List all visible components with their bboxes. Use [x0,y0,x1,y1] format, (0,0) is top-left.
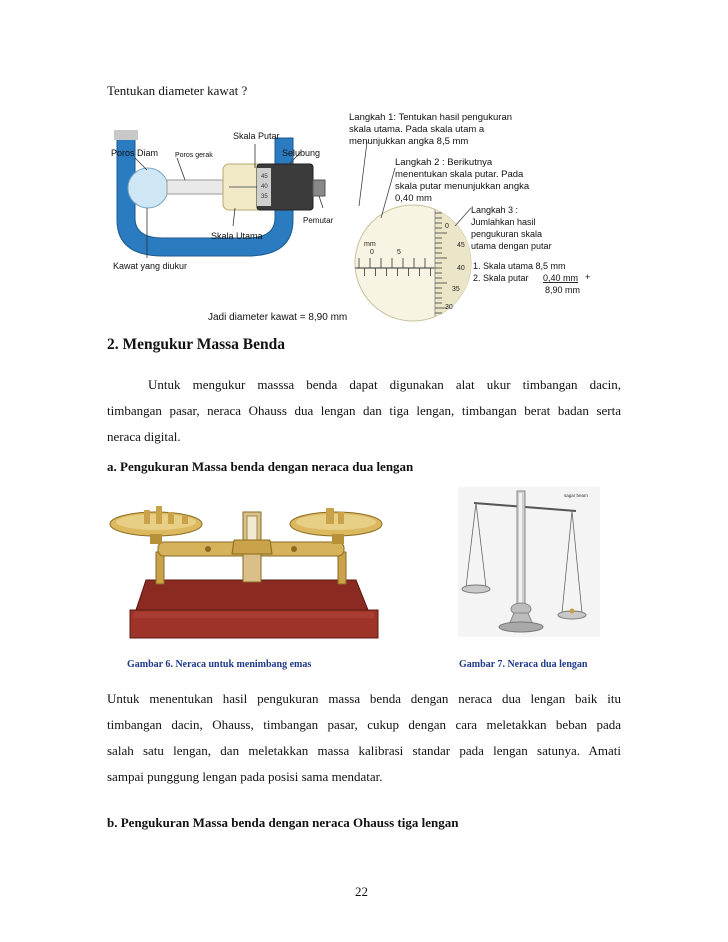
label-poros-gerak: Poros gerak [175,152,213,159]
caption-text: . Neraca untuk menimbang emas [170,659,312,670]
micrometer-figure [105,108,625,330]
paragraph-line: sampai punggung lengan pada posisi sama mendatar. [107,769,383,784]
langkah3-text: Langkah 3 : Jumlahkan hasil pengukuran skala utama dengan putar [471,205,552,251]
langkah1-text: Langkah 1: Tentukan hasil pengukuran skala utama. Pada skala utam a menunjukkan angka 8,5 mm [349,112,513,147]
thimble-mark: 35 [261,194,268,200]
anvil-top [114,130,138,140]
label-selubung: Selubung [282,148,321,158]
figure-7-balance [458,487,600,637]
label-skala-utama: Skala Utama [211,231,263,241]
vernier-30: 30 [445,304,453,311]
langkah2-text: Langkah 2 : Berikutnya menentukan skala putar. Pada skala putar menunjukkan angka 0,40 mm [395,157,530,204]
figure-6-caption [127,659,311,670]
caption-prefix: Gambar 6 [127,659,171,670]
subsection-a-paragraph [107,686,621,790]
scale-zero: 0 [370,249,374,256]
paragraph-line: timbangan pasar, neraca Ohauss dua lengan dan tiga lengan, timbangan berat badan serta [107,403,621,418]
thimble-mark: 45 [261,174,268,180]
page-number: 22 [355,884,368,899]
paragraph-line: Untuk mengukur masssa benda dapat digunakan alat ukur timbangan dacin, [148,377,621,392]
paragraph-line: Untuk menentukan hasil pengukuran massa benda dengan neraca dua lengan baik itu [107,691,621,706]
vernier-45: 45 [457,242,465,249]
label-poros-diam: Poros Diam [111,148,159,158]
paragraph-line: timbangan dacin, Ohauss, timbangan pasar, cukup dengan cara meletakkan beban pada [107,717,621,732]
label-pemutar: Pemutar [303,216,334,225]
caption-prefix: Gambar 7 [459,659,503,670]
sum-line1: 1. Skala utama 8,5 mm [473,261,566,271]
sum-line2-label: 2. Skala putar [473,273,529,283]
section-heading: 2. Mengukur Massa Benda [107,336,285,353]
scale-five: 5 [397,249,401,256]
paragraph-line: salah satu lengan, dan meletakkan massa kalibrasi standar pada lengan satunya. Amati [107,743,621,758]
ratchet [313,180,325,196]
vernier-40: 40 [457,265,465,272]
section-paragraph [107,372,621,450]
figure-7-caption [459,659,587,670]
question-text: Tentukan diameter kawat ? [107,83,248,98]
label-skala-putar: Skala Putar [233,131,280,141]
vernier-35: 35 [452,286,460,293]
sum-line2-value: 0,40 mm [543,273,579,283]
subsection-a-heading: a. Pengukuran Massa benda dengan neraca dua lengan [107,459,414,474]
figure-7-label: sagar beam [564,493,588,498]
spindle [167,180,227,194]
vernier-0: 0 [445,223,449,230]
paragraph-line: neraca digital. [107,429,181,444]
caption-text: . Neraca dua lengan [502,659,588,670]
thimble-mark: 40 [261,184,268,190]
figure-6-balance [106,492,396,642]
label-kawat: Kawat yang diukur [113,261,188,271]
subsection-b-heading: b. Pengukuran Massa benda dengan neraca Ohauss tiga lengan [107,815,459,830]
result-text: Jadi diameter kawat = 8,90 mm [208,312,348,323]
scale-mm: mm [364,241,376,248]
sum-total: 8,90 mm [545,285,581,295]
sum-plus: + [585,272,591,282]
wire-ball [128,168,168,208]
